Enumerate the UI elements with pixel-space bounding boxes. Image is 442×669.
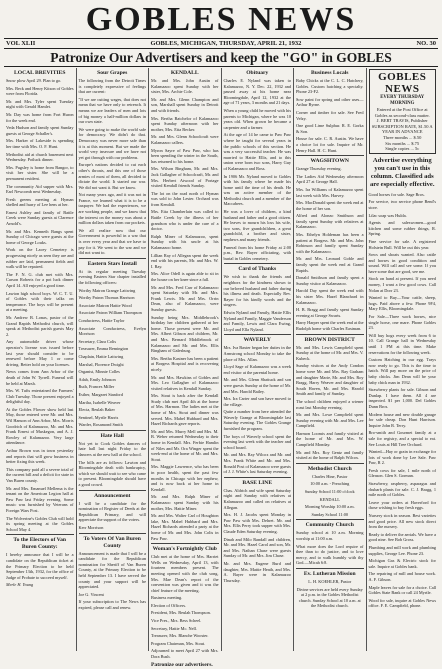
classified-ad: Nursery stock in season. Best varieties and good price. All new stock direct from the nursery. [368,513,436,530]
publisher-subtitle: EVERY THURSDAY MORNING [380,95,425,106]
article-paragraph: Mrs. MacDonald spent the week end at the home of her son. [296,200,364,211]
publisher-line: Single copies ... 5c [385,146,420,152]
classified-ad: Fresh cows for sale, 1 mile north of Gleason. Glen S. Gorman. [368,467,436,479]
article-paragraph: H. B. Bragg and family spent Sunday evening at George Swarts. [296,307,364,318]
article-paragraph: Business meeting. [151,595,183,601]
article-paragraph: Not many years ago, and it was not in France, we learned what it is to be a taxpayer. We had the experiences, we are working people, and we know that the interest on the money was about a million dollars taken from our pockets. [78,192,146,226]
section-heading: Methodist Church [307,465,352,472]
article-paragraph: Warder, Rosamond Smith [78,422,123,428]
publisher-line: Entered at the Post Office at Gobles as second-class matter. [374,107,430,118]
article-paragraph: Mr. and Mrs. Fred Carr of Kalamazoo spent Saturday with Mr. and Mrs. Frank Lewis. Mr. and Mrs. Orrin Dean, also of Kalamazoo, were Sunday guests. [151,284,219,312]
article-paragraph: Lloyd Sage of Kalamazoo was a week end visitor at the parental home. [223,364,291,375]
section-heading: Business Locals [311,70,349,76]
article-paragraph: Mr. and Mrs. Hawkins of Gobles and Mrs. Leo Gallagher of Kalamazoo visited relatives in Kendall Sunday. [151,374,219,391]
classified-ad: For service, two service phone Bend's store. [368,199,436,210]
article-paragraph: The school children enjoyed a wiener roast last Monday evening. [296,398,364,410]
article-paragraph: Mrs. Harker of Lakeside is spending her time with Mrs. O. F. Hunt. [6,138,74,149]
article-paragraph: Methodist aid at church basement next Wednesday. Potluck dinner. [6,151,74,163]
article-paragraph: Mr. and Mrs. Leonard Goble and family spent the week end at Grand Rapids. [296,256,364,273]
article-paragraph: Organist, Minnie Colles [78,369,120,375]
article-paragraph: Baby Chicks at the C. L. C. Hatchery, Gobles. Custom hatching a specialty. Phone 23-F2. [296,78,364,95]
article-paragraph: Adah, Emily Johnson [78,376,116,382]
section-divider [224,477,292,478]
article-paragraph: Mrs. Ira Carter and son have moved to the village. [223,396,291,407]
article-paragraph: Associate Matron Hattie Wood [78,302,132,308]
article-paragraph: Fresh greens meeting at Hyman shelled and hurry of Lee hens at her. [6,196,74,208]
section-heading: WAGSHTOWN [310,158,349,165]
section-heading: Eastern Stars Install [87,260,137,267]
article-paragraph: Worthy Patron Thomas Harrison [78,295,135,301]
article-paragraph: Chaplain, Hattie Lattwing [78,353,124,359]
classified-ad: Leave your orders at Haverford for those wishing to buy fresh eggs. [368,499,436,511]
article-paragraph: Electa, Beulah Baker [78,407,115,413]
article-paragraph: Mr. Day was home from Fort Huron for the week end. [6,111,74,123]
section-heading: BROWN DISTRICT [304,336,355,343]
article-paragraph: Myron Sayre of Paw Paw, who has been spending the winter in the South, has returned to his home. [151,147,219,164]
section-divider [296,519,364,520]
section-heading: Sour Grapes [97,70,128,76]
article-paragraph: Chas. Aldrich and wife spent Saturday night and Sunday with relatives at Kalamazoo and called on relatives at Allegan. [223,487,291,510]
article-paragraph: Mr. and Mrs. John Austin of Kalamazoo spent Sunday with her sister, Mrs. Archie Cole. [151,78,219,95]
notice-line: Charles Hine, Pastor [312,473,348,479]
article-paragraph: Ralph Miner of Kalamazoo, spent Sunday with his uncle at his Kalamazoo home. [151,233,219,251]
publisher-line: J. BERT TRAVIS, Publisher [376,118,428,124]
classified-ad: Strawberry plants for sale. Gibson and Dunlap. I have them. All 4 are inspected. $1 per 1,000. Del Gobles Dunn Bros. [368,387,436,409]
article-paragraph: This company paid all a severe total of the current bill and a deficit for state in Van Buren county. [6,466,74,483]
article-paragraph: Mr. and Mrs. Murry Mell and Mrs. M. B. Weber returned Wednesday to their home in Kendall. Mrs. Ferbie Hamlin of Niles and Mr. Ora Winger spent the week-end at the home of Mr. and Mrs. Stout. [151,428,219,462]
classified-ad: Ready to deliver the aerials. We have a good nine. See Bob Gross. [368,531,436,543]
section-divider [224,263,292,264]
section-divider [151,543,219,544]
classified-ad: Michigan Gas & Electric stock for sale. Inquire at Gobles bank. [368,558,436,569]
publisher-line: SUBSCRIPTION RATE, $1.50 A YEAR IN ADVANCE [371,123,433,135]
classified-headline: Advertise everything you can't use in this column. Classified ads are especially effective. [369,156,435,188]
article-paragraph: Corner and timber for sale. See Fred Velzy. [296,109,364,121]
column-1 [4,68,77,651]
article-paragraph: Mr. and Mrs. Glenn Champion and son, Marshall spent Sunday in Detroit and with friends. [151,96,219,113]
article-paragraph: Adjourned to meet April 27 with Mrs. Dora Bush. [151,648,219,660]
article-paragraph: Sow paint for spring and other uses—Arthur Byrne. [296,96,364,108]
article-paragraph: Lawton high school boys. W. C. T. U. of Gobles with their talks on temperance. The boys will be present at a meeting. [6,290,74,313]
column-3 [149,68,222,668]
article-paragraph: The F. N. G. club met with Mrs. Carson Roberts for a pot luck dinner April 14. All enjoyed a good time. [6,271,74,288]
article-paragraph: Mr. and Mrs. Roy Gentz and family visited at the home of Ralph Wilcox. [296,449,364,461]
article-paragraph: Donald Smithson and family spent a Sunday visitor at Kalamazoo. [296,275,364,286]
article-paragraph: The bills are as follows: Lawton and Bloomingdale dealt with bankruptcy, which we should wait to see who came to present. Bloomingdale should have a good crowd. [78,459,146,488]
classified-ad: Plumbing and mill work and plumbing supplies, George Lee. Phone 23. [368,545,436,556]
classified-ad: Strawberry, raspberry, asparagus and rhubarb plants for sale. C. J. Bragg, 1 mile north of Gobles. [368,481,436,498]
article-paragraph: Quite a number from here attended the Waverly Grange at Bloomingdale last Saturday evening. The Gobles Grange furnished the program. [223,409,291,432]
article-paragraph: Secretary, Hattie Mc. Nell. [151,625,198,631]
publisher-line: Six months ... $.75 [385,140,420,146]
article-paragraph: Mr. and Mrs. Glenn Shattuck and son were guests Sunday at the home of Mr. and Mrs. Harold Bailey. [223,377,291,394]
volume-number: VOL XLII [6,40,36,47]
article-paragraph: Secretary, Clara Colis [78,338,117,344]
classified-ad: Sows and shoats wanted. Also cattle and horses in good condition and sound. Will call and see some. If you have some that are good, see me. [368,252,436,274]
classified-ad: Custom Hatching in our egg. Trays now ready to go. This is the time to hatch. Will pay more on the price of baby chicks. Jim Dean will be your baby chick man in 1932. [368,357,436,385]
classified-ad: Wood for sale, inquire at Gobles News office. F. E. Campfield, phone. [368,597,436,609]
section-heading: Community Church [305,522,354,529]
article-paragraph: The following from the Detroit Times is completely expressive of feelings that are current: [78,78,146,95]
article-paragraph: Election of Officers. [151,602,187,608]
notice-line: Sunday School 11:00 [311,511,349,517]
section-divider [79,490,147,491]
section-divider [296,155,364,156]
article-paragraph: Sunday being Mrs. Middlebrook's birthday her children gathered at her home. Those present were Mr. and Mrs. Albert Gibson and children, Mr. and Mrs. Bernard Middlebrook of Kalamazoo and Mr. and Mrs. Ellis Bingham of Galesburg. [151,314,219,354]
article-paragraph: President, Mrs. Beulah Thompson. [151,610,211,616]
article-paragraph: Mrs. Stout is back after the Kendall Study club met April 4th at the home of Mrs. Harmon. The ladies met at the home of Mrs. Stout and dinner was served. Mrs. Mabel Hubbard and Mrs. Hazel Richards gave reports. [151,393,219,427]
article-paragraph: We all realize now that our Government is powerful in a war that is over every year and that we have to pay for it. We went to the war and we did not want to. [78,227,146,256]
banner-slogan: Patronize Our Advertisers and keep the "GO" in GOBLES [4,49,438,67]
article-paragraph: In 1906 Mr. Nyland moved to Gobles with his family where he made his home until the time of his death. He was an active member of the Methodist church and a member of the Maccabees. [223,173,291,207]
article-paragraph: Mrs. Ira Williams of Kalamazoo spent last week with Mrs. Harvey. [296,186,364,198]
classified-ad: Lilac soap was Hulda. [368,212,407,218]
section-divider [296,463,364,464]
section-heading: WAVERLY [243,337,271,344]
article-paragraph: Worthy Matron Grange Lattwing [78,287,136,293]
classified-ad: Fine service for sale. A registered Holstein Bull. Will be out this year. [368,238,436,250]
article-paragraph: Harold Day spent the week end with his sister Mrs. Hazel Blanchard in Kalamazoo. [296,288,364,305]
place-date: GOBLES, MICHIGAN, THURSDAY, APRIL 21, 1932 [150,40,302,47]
article-paragraph: Club met at the home of Mrs. Harriet Wells on Wednesday, April 13, with fourteen members present. The meeting opened with the club song, Mrs. Mae Dean's report of the convention was given and it was the chief feature of the meeting. [151,554,219,593]
publisher-line: Three months ... $.50 [383,134,422,140]
article-paragraph: House for sale. C. R. Austin. We have a choice lot for sale. Inquire of Mr. Henry Hall. H. C. Hunt. [296,136,364,153]
classified-ad: Good horses for sale. Sage Bros. [368,191,425,197]
article-paragraph: Edwin Nyland and Family, Hattie Ellis Nyland and Family, Maggie Vanderson and Family, Lewis and Clara Ewing, Lloyd and Ella Nyland. [223,309,291,332]
classified-ad: Bro-smith and Gourmet family at a sale for registry, and a special to eat. See Louis at Hill Tree Orchard. [368,430,436,447]
article-paragraph: Mr. and Mrs. Tyler spent Tuesday night with Gerald Hamlet. [6,98,74,110]
article-paragraph: Mr. and Mrs. Kenneth Bangs spent Sunday of Chicago were guests at the home of George Louks. [6,228,74,245]
section-divider [6,534,74,535]
publisher-title: GOBLES NEWS [378,71,427,95]
notice-line: L. H. KOEHLER, Pastor [308,578,352,584]
article-paragraph: Mr. Andrew B. Lonas, pastor of the Grand Rapids Methodist church, will speak at Methodist parish guests May 2. [6,314,74,337]
article-paragraph: News comes from Ann Arbor of the death of John W. Tyrrell. Funeral will be held at Marsh. [6,369,74,386]
article-paragraph: We were going to make the world safe for democracy. We didn't do that. Democracy was never more safe than it is at this moment. But we made the world very insecure and we have not yet got through with our problems. [78,126,146,160]
article-paragraph: Announcement is made that I will be a candidate for the Republican nomination for Sheriff of Van Buren County, at the Primary Election to be held September 13. I have served the county and your support will be appreciated. [78,550,146,590]
article-paragraph: Mrs. Iva Baxter began her duties in the Armstrong school Monday to take the place of Mrs. Allan. [223,345,291,362]
article-paragraph: Mrs. H. J. Jacobs spent Monday in Paw Paw with Mrs. Dehret. Mr. and Mrs. Ellis Perry took supper with Mrs. Claude Eden Saturday evening. [223,512,291,534]
article-paragraph: Mr. and Mrs. Glenn Schoolcraft were Kalamazoo callers. [151,134,219,145]
newspaper-page [0,1,442,668]
section-heading: Woman's Fortnightly Club [152,546,217,553]
article-paragraph: Charles E. Nyland was taken to Kalamazoo, N. Y. Dec. 22, 1932 and passed away at his home near Bloomingdale, April 12, 1932 at the age of 71 years, 3 months and 21 days. [223,78,291,106]
article-paragraph: Mrs. Bertha Batchelor of Kalamazoo spent Sunday afternoon with her mother, Mrs. Etta Becker. [151,115,219,132]
article-paragraph: The Wolverine's Gobles Club will hold its spring meeting at the Gobles School May 4. [6,515,74,532]
article-paragraph: Vice Pres., Mrs. Bess Scheel. [151,618,202,624]
article-paragraph: Associate Patron William Thompson [78,310,142,316]
section-heading: Ev. Lutheran Mission [303,570,356,577]
article-paragraph: He was a lover of children, a kind husband and father and a good citizen. He leaves to mourn his loss his wife, two sons, five grandchildren, a great grandchild, a brother and sister, nephews and many friends. [223,209,291,243]
dateline [4,38,438,49]
article-paragraph: Alfred and Alonzo Smithson and family spent Sunday with relatives at Kalamazoo. [296,213,364,230]
article-paragraph: Dinah and Milo Randall and children, Mr. and Mrs. Hazel Carol and son, Mr. and Mrs. Nathan Chase were guests Sunday of Mr. and Mrs. Jim Chase. [223,536,291,559]
article-paragraph: Associate Conductress, Evelyn Morrison [78,325,146,337]
notice-line: 10:00 a.m. - Preaching [310,481,350,487]
section-heading: Obituary [246,70,269,76]
article-paragraph: Grange Thursday evening. [296,166,342,172]
article-paragraph: Mr. and Mrs. Eugene Burd and daughter, Mrs. Mattie Heath, and Mrs. A. Bayer were in Kalamazoo Thursday. [223,560,291,583]
column-4 [222,68,295,651]
article-paragraph: I will be a candidate for the nomination of Register of Deeds at the Republican Primary, and will appreciate the support of the voters. [78,500,146,523]
article-paragraph: The lot on the road north of Hyman was sold to John Lester. Orchard was from Kendall. [151,190,219,207]
article-paragraph: One good Lime Sulphur. R. E. Gorka & Son. [296,123,364,134]
section-heading: To Voters Of Van Buren County [83,535,141,549]
article-paragraph: Kerr Morrison [78,525,104,530]
classified-ad: Stock on hand at present. If you need money, I want a few good cows. Call Nolan at Dorr 23. [368,276,436,293]
article-paragraph: Mr. and Mrs. Lowe Campfield spent Sunday evening with Mr. and Mrs. Lee Campfield. [296,412,364,429]
signature: Merle H. Young [6,582,34,588]
article-paragraph: Treasurer, Mrs. Blanche Wooster. [151,633,209,639]
columns [4,68,438,668]
article-paragraph: At the Gobles Flower show held last May, those entered were Mr. and Mrs. Wil Hanson of Ann Arbor, Mrs. Morris Goodrich of Kalamazoo, Mr. and Mrs. Frank Ernest of Muskegon, and A. J. Rowley of Kalamazoo. Very large attendance. [6,406,74,446]
article-paragraph: Arthur Brown was in town yesterday and reports that will grow business in better fixing this week. [6,448,74,465]
article-paragraph: Marshal, Florence Dwight [78,361,124,367]
article-paragraph: Lillian Ray of Allegan spent the week end with his parents, Mr. and Mrs. W. I. Ray. [151,252,219,269]
section-heading: LOCAL BREVITIES [14,70,66,76]
classified-ad: Will buy hogs every week from 6 to 10. Call Grange hall in Wednesday until 1 PM at this time. Make reservations for the following week. [368,332,436,355]
article-paragraph: Mr. and Mrs. Walter Carl of Houghton lake, Mrs. Mabel Hubbard and Mrs. Hazel Richards attended a party at the home of Mr. and Mrs. John Colis in Paw Paw. [151,513,219,541]
section-heading: Card of Thanks [238,266,277,273]
section-heading: KENDALL [170,70,199,76]
article-paragraph: At its regular meeting Tuesday evening Eastern Star chapter installed the following officers: [78,268,146,285]
notice-line: KENDALL [319,496,340,502]
article-paragraph: Mr. and Mrs. Emanuel Mellema is the tenant on the American Legion hall at Paw Paw last Friday evening. Some music was furnished by Veterans of Foreign Wars Post. [6,485,74,513]
section-heading: BASE LINE [242,479,273,486]
article-paragraph: If your subscription to The News has expired, please call and renew. [78,599,146,610]
article-paragraph: Mrs. Alice Odell is again able to sit in the house on her knee since a fall. [151,271,219,282]
notice-line: Morning Worship 10:00 a.m. [304,504,355,510]
section-heading: Hate Hall [100,432,124,439]
article-paragraph: When a young child he moved with his parents to Michigan, where he was 10 years old. When grown he became a carpenter and a farmer. [223,107,291,130]
section-divider [79,533,147,534]
article-paragraph: Snow plow April 29. Plan to go. [6,78,62,83]
article-paragraph: Veda Hudson and family spent Sunday guests at George Schaller's. [6,125,74,136]
classified-ad: Wanted—Hay or grain in exchange for lots of work done by Lee Sale. Paw Paw, R 2. [368,449,436,466]
article-paragraph: We wish to thank the friends and neighbors for the kindness shown to our beloved husband and father during his illness and death. Especially Rev. Rayer for his kindly words and the singers. [223,274,291,308]
article-paragraph: Mrs. Bertha Kastner has been a patient at Borgess Hospital and is recovering nicely. [151,355,219,372]
classified-ad: For Sale—Three work horses, nice single horse, one mare. Phone Gobles 23. [368,314,436,331]
article-paragraph: Program Chairman, Mrs. Stout. [151,640,206,646]
article-paragraph: Conductress, Hattie Taylor [78,317,125,323]
article-paragraph: Funeral from his home Friday at 2:00 p.m., Rev. Rayer officiating, with burial in Gobles cemetery. [223,244,291,261]
classified-ad: Modern house and new double garage for sale cheap. Don Hunt Harrison. Inquire John R. Terry. [368,411,436,428]
article-paragraph: Harry Harper spent the week end at the Rudolph home with Charles Eastman. [296,320,364,331]
article-paragraph: I hereby announce that I will be a candidate on the Republican ticket at the Primary Election to be held September 13th, 1932, for the office of Judge of Probate to succeed myself. [6,552,74,580]
article-paragraph: Joe G. Vincent [78,591,104,597]
publisher-box [369,69,437,154]
article-paragraph: Ernest Ashley and family of Battle Creek were Sunday guests at Clarence Arnold's. [6,209,74,227]
section-divider [296,334,364,335]
article-paragraph: What more does the Lord require of thee than to do justice, and to love mercy, and to walk humbly with thy God.—Micah 6:8. [296,543,364,566]
article-paragraph: The Ladies Aid Wednesday afternoon April 27 at George Hall. [296,173,364,185]
article-paragraph: Esther, Margaret Stanford [78,391,123,397]
column-2 [77,68,150,651]
article-paragraph: Work on the Lacey Cemetery is progressing nicely as seen they are and rubber are laid, permanent fields and walk will be repaired. [6,247,74,270]
section-divider [79,258,147,259]
section-divider [296,568,364,569]
article-paragraph: Sunday visitors at the Andy Condon home were Mr. and Mrs. Ray Graham and daughter Marie, Mr. and Mrs. Roy Bragg, Harry Weaver and daughter of South Haven, Mr. and Mrs. Harold Smith and family of Sunday. [296,363,364,397]
article-paragraph: Mr. and Mrs. Ray Wilcox and Mr. and Mrs. Frank White and Mr. and Mrs. Ronald Post of Kalamazoo were guests of J. J. White's last Saturday evening. [223,452,291,475]
article-paragraph: Harmon Loomis and family visited at the home of Mr. and Mrs. W. Campfield Monday. [296,430,364,448]
article-paragraph: Martha, Isabelle Weaver [78,399,121,405]
article-paragraph: Sunday school at 10 a.m. Morning worship at 11:00 a.m. [296,530,364,541]
section-divider [79,430,147,431]
article-paragraph: Mrs. Ethelyn Holdeman has been a patient at Borgess. Mr. and Mrs. John Robinson and family spent Sunday with the Kalamazoo. [296,232,364,254]
article-paragraph: Mrs. Maggie Lawrence, who has been in poor health, spent the past few months in Chicago with her nephew, and is now back at her home in Kendall. [151,464,219,492]
section-divider [224,334,292,335]
article-paragraph: Mrs. W. Tufts entertained the Farmers' Club Tuesday. Those present enjoyed a delightful day. [6,388,74,405]
article-paragraph: Mrs. Pugsley is home from Bangor, to visit her sister. She will be a permanent resident. [6,164,74,181]
article-paragraph: Not yet to Cook Gobles dancers of hate hall last night Friday to the dancers at the new hall at the school. [78,440,146,458]
notice-line: Divine services are held every Sunday at 2 p.m. in the Gobles Methodist church. Sunday School at 10 a.m. at the Methodist church. [296,586,363,609]
article-paragraph: Mrs. Beck and Henry Kitson of Gobles were from Florida. [6,85,74,97]
section-heading: To the Electors of Van Buren County: [13,537,67,551]
issue-number: NO. 30 [416,40,436,47]
article-paragraph: "If we are cutting wages, that does not mean that we have only to retrench. It means we are leaders of men and lots of big money a half-million dollars in our own state. [78,96,146,125]
classified-ad: Agents and saleswomen—good kitchen and some rubber things, R. Spring. [368,220,436,237]
article-paragraph: At the age of 14 he came to Paw Paw where he taught for several years in the public schools of this section. He was a very successful teacher. He was married to Hattie Ellis, and to this union were born two sons, Harry Guy of Kalamazoo and Ross. [223,132,291,171]
article-paragraph: Any automobile driver whose operator's license was issued before last year should consider to be renewed before May 1 or come driving. Better hold on your licenses. [6,339,74,367]
classified-ad: The repairing of mill and house work. A. F. Gibson. [368,571,436,582]
article-paragraph: Mrs. Wilson Bingham, Mr. and Mrs. Jack Gallagher of Schoolcraft, Mr. and Mrs. Herbert Atwood of Portage visited Kendall friends Sunday. [151,166,219,189]
column-6 [367,68,439,651]
article-paragraph: Mrs. Etta Chamberlain was called to Battle Creek by the illness of her grandson who is under the care of a doctor. [151,209,219,232]
article-paragraph: Mr. and Mrs. Lewis Campfield spent Sunday at the home of Mr. and Mrs. V. Kubeck. [296,344,364,361]
article-paragraph: Mr. and Mrs. Ralph Miner of Kalamazoo spent Sunday with his mother, Mrs. Hattie Miner. [151,494,219,511]
notice-line: Sunday School 11:00 o'clock [304,489,355,495]
article-paragraph: Ruth, Frances Miller [78,384,115,390]
column-5 [294,68,367,651]
classified-ad: Wanted to Buy—Your cattle, sheep, hogs. Paid above a few. Phone 9F4, Mary Ellis, Bloomingdale. [368,295,436,312]
column-footer: Patronize our advertisers. [151,661,213,668]
article-paragraph: Treasurer, Emma Remington [78,346,129,352]
article-paragraph: Europe's nations decided to cut each other's throats, and this one of those armies of most of them, all decided to dictate the world. It started our war. We did not want it. But we know. [78,162,146,190]
article-paragraph: Sentinel, Myrtle Harris [78,414,119,420]
article-paragraph: The community Aid supper with Mrs. Earl Newcomb next Wednesday. [6,183,74,195]
section-heading: Announcement [94,492,131,499]
masthead-title: GOBLES NEWS [85,1,357,38]
classified-ad: Maple leaves for sale for a choice. Call Gobles State Bank or call 24 Myrtle. [368,584,436,596]
article-paragraph: The boys of Waverly school spent the evening last week with the teacher and school board. [223,433,291,450]
